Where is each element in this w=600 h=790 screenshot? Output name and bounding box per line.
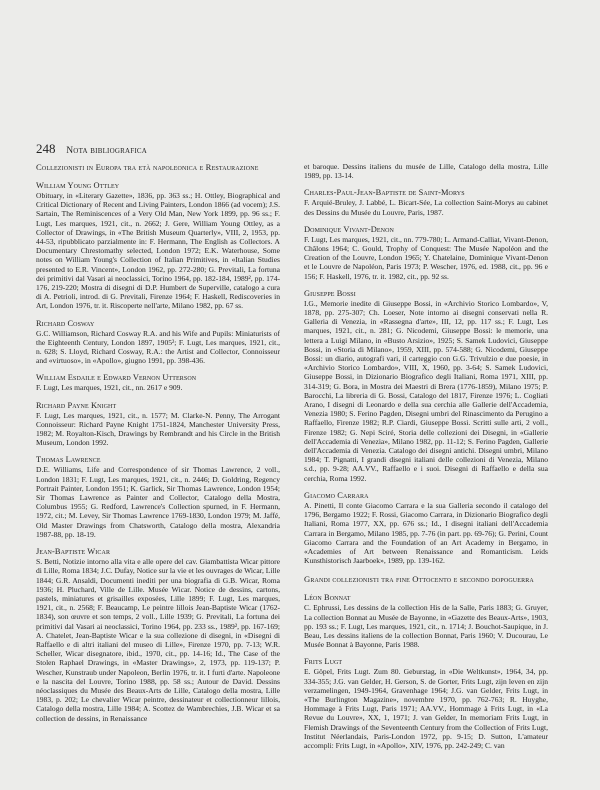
entry-text: Obituary, in «Literary Gazette», 1836, pp. 363 ss.; H. Ottley, Biographical and Critical Dictionary of Recent and Living Painters, London 1866 (ad vocem); J.S. Sartain, The Reminiscences of a Very Old Man, New York 1899, pp. 96 ss.; F. Lugt, Les marques, 1921, cit., n. 2662; J. Gere, William Young Ottley, as a Collector of Drawings, in «The British Museum Quarterly», VIII, 2, 1953, pp. 44-53, ripubblicato parzialmente in: F. Hermann, The English as Collectors. A Documentary Chrestomathy selected, London 1972; E.K. Waterhouse, Some notes on William Young's Collection of Italian Primitives, in «Italian Studies presented to E.R. Vincent», London 1962, pp. 272-280; G. Previtali, La fortuna dei primitivi dal Vasari ai neoclassici, Torino 1964, pp. 182-184, 1989², pp. 174-176, 219-220; Mostra di disegni di D.P. Humbert de Superville, catalogo a cura di A. Petrioli, introd. di G. Previtali, Firenze 1964; F. Haskell, Rediscoveries in Art, London 1976, tr. it. Riscoperte nell'arte, Milano 1982, pp. 67 ss. — [36, 191, 280, 311]
collector-name: William Young Ottley — [36, 181, 120, 190]
bibliography-entry — [36, 181, 280, 311]
bibliography-entry — [36, 401, 280, 448]
bibliography-entry — [36, 455, 280, 539]
entry-text: F. Lugt, Les marques, 1921, cit., nn. 779-780; L. Armand-Calliat, Vivant-Denon, Châlons 1964; C. Gould, Trophy of Conquest: The Musée Napoléon and the Creation of the Louvre, London 1965; Y. Chatelaine, Dominique Vivant-Denon et le Louvre de Napoléon, Paris 1973; P. Wescher, 1976, ed. 1988, cit., pp. 96 e 156; F. Haskell, 1976, tr. it. 1982, cit., pp. 92 ss. — [304, 234, 548, 281]
bibliography-entry — [304, 289, 548, 483]
bibliography-entry — [304, 657, 548, 750]
collector-name: Thomas Lawrence — [36, 455, 101, 465]
entry-text: E. Göpel, Frits Lugt. Zum 80. Geburstag, in «Die Weltkunst», 1964, 34, pp. 334-355; J.G. van Gelder, H. Gerson, S. de Gorter, Frits Lugt, zijn leven en zijn verzamelingen, 1949-1964, Gravenhage 1964; J.G. van Gelder, Frits Lugt, in «The Burlington Magazine», novembre 1970, pp. 762-763; R. Huyghe, Hommage à Frits Lugt, Paris 1971; AA.VV., Hommage à Frits Lugt, in «La Revue du Louvre», XX, 1, 1971; J. van Gelder, In memoriam Frits Lugt, in Flemish Drawings of the Seventeenth Century from the Collection of Frits Lugt, Institut Néerlandais, Paris-London 1972, pp. 9-15; D. Sutton, L'amateur accompli: Frits Lugt, in «Apollo», XIV, 1976, pp. 242-249; C. van — [304, 667, 548, 750]
entry-text: G.C. Williamson, Richard Cosway R.A. and his Wife and Pupils: Miniaturists of the Eighteenth Century, London 1897, 1905²; F. Lugt, Les marques, 1921, cit., n. 628; S. Lloyd, Richard Cosway, R.A.: the Artist and Collector, Connoisseur and «virtuoso», in «Apollo», giugno 1991, pp. 398-436. — [36, 328, 280, 366]
collector-name: Charles-Paul-Jean-Baptiste de Saint-Morys — [304, 188, 465, 198]
entry-text: F. Lugt, Les marques, 1921, cit., n. 1577; M. Clarke-N. Penny, The Arrogant Connoisseur: Richard Payne Knight 1751-1824, Manchester University Press, 1982; M. Royalton-Kisch, Drawings by Rembrandt and his Circle in the British Museum, London 1992. — [36, 410, 280, 448]
bibliography-entry — [36, 373, 280, 392]
section-heading: Collezionisti in Europa tra età napoleonica e Restaurazione — [36, 162, 259, 172]
collector-name: Giacomo Carrara — [304, 490, 369, 500]
page-header — [36, 142, 147, 158]
continuation-text: et baroque. Dessins italiens du musée de Lille, Catalogo della mostra, Lille 1989, pp. 13-14. — [304, 162, 548, 181]
collector-name: Dominique Vivant-Denon — [304, 224, 394, 234]
bibliography-entry — [36, 319, 280, 366]
entry-text: S. Betti, Notizie intorno alla vita e alle opere del cav. Giambattista Wicar pittore di Lille, Roma 1834; J.C. Dufay, Notice sur la vie et les ouvrages de Wicar, Lille 1844; G.R. Ansaldi, Documenti inediti per una biografia di G.B. Wicar, Roma 1936; H. Pluchard, Ville de Lille. Musée Wicar. Notice de dessins, cartons, pastels, miniatures et grisailles exposées, Lille 1899; F. Lugt, Les marques, 1921, cit., n. 2568; F. Beaucamp, Le peintre lillois Jean-Baptiste Wicar (1762-1834), son œuvre et son temps, 2 voll., Lille 1939; G. Previtali, La fortuna dei primitivi dal Vasari ai neoclassici, Torino 1964, pp. 233 ss., 1989², pp. 167-169; A. Chatelet, Jean-Baptiste Wicar e la sua collezione di disegni, in «Disegni di Raffaello e di altri italiani del museo di Lille», Firenze 1970, pp. 7-13; W.R. Scheller, Wicar disegnatore, ibid., 1970, cit., pp. 14-16; Id., The Case of the Stolen Raphael Drawings, in «Master Drawings», 2, 1973, pp. 119-137; P. Wescher, Kunstraub under Napoleon, Berlin 1976, tr. it. I furti d'arte. Napoleone e la nascita del Louvre, Torino 1988, pp. 58 ss.; Autour de David. Dessins néoclassiques du Musée des Beaux-Arts de Lille, Catalogo della mostra, Lille 1983, p. 202; Le chevalier Wicar peintre, dessinateur et collectionneur lillois, Catalogo della mostra, Lille 1984; A. Scottez de Wambrechies, J.B. Wicar et sa collection de dessins, in Renaissance — [36, 557, 280, 723]
bibliography-entry — [36, 547, 280, 723]
entry-text: F. Lugt, Les marques, 1921, cit., nn. 2617 e 909. — [36, 383, 183, 393]
left-column — [36, 162, 280, 787]
right-column — [304, 162, 548, 787]
entry-text: D.E. Williams, Life and Correspondence of sir Thomas Lawrence, 2 voll., London 1831; F. Lugt, Les marques, 1921, cit., n. 2446; D. Goldring, Regency Portrait Painter, London 1951; K. Garlick, Sir Thomas Lawrence, London 1954; Sir Thomas Lawrence as Painter and Collector, Catalogo della Mostra, Columbus 1955; G. Redford, Lawrence's Collection spurned, in F. Hermann, 1972, cit.; M. Levey, Sir Thomas Lawrence 1769-1830, London 1979; M. Jaffé, Old Master Drawings from Chatsworth, Catalogo della mostra, Alexandria 1987-88, pp. 18-19. — [36, 465, 280, 539]
section-heading: Grandi collezionisti tra fine Ottocento e secondo dopoguerra — [304, 574, 534, 585]
collector-name: Richard Payne Knight — [36, 400, 117, 410]
bibliography-entry — [304, 593, 548, 649]
entry-text: F. Arquié-Bruley, J. Labbé, L. Bicart-Sée, La collection Saint-Morys au cabinet des Dessins du Musée du Louvre, Paris, 1987. — [304, 198, 548, 217]
collector-name: Léon Bonnat — [304, 593, 351, 603]
bibliography-entry — [304, 491, 548, 565]
page-number: 248 — [36, 141, 56, 156]
bibliography-entry — [304, 188, 548, 216]
entry-text: I.G., Memorie inedite di Giuseppe Bossi, in «Archivio Storico Lombardo», V, 1878, pp. 275-307; Ch. Loeser, Note intorno ai disegni conservati nella R. Galleria di Venezia, in «Rassegna d'arte», III, 12, pp. 117 ss.; F. Lugt, Les marques, 1921, cit., n. 281; G. Nicodemi, Giuseppe Bossi: le memorie, una lettera a Luigi Milano, in «Busto Arsizio», 1925; S. Samek Ludovici, Giuseppe Bossi, in «Storia di Milano», 1959, XIII, pp. 574-588; G. Nicodemi, Giuseppe Bossi: un diario, autografi vari, il carteggio con G.G. Trivulzio e due poesie, in «Archivio Storico Lombardo», VIII, X, 1960, pp. 3-64; S. Samek Ludovici, Giuseppe Bossi, in Dizionario Biografico degli Italiani, Roma 1971, XIII, pp. 314-319; G. Bora, in Mostra dei Maestri di Brera (1776-1859), Milano 1975; P. Barocchi, La libreria di G. Bossi, Catalogo del 1817, Firenze 1976; L. Cogliati Arano, I disegni di Leonardo e della sua cerchia alle Gallerie dell'Accademia, Venezia 1980; S. Ferino Pagden, Disegni umbri del Rinascimento da Perugino a Raffaello, Firenze 1982; R.P. Ciardi, Giuseppe Bossi. Scritti sulle arti, 2 voll., Firenze 1982; G. Nepi Sciré, Storia delle collezioni dei Disegni, in «Gallerie dell'Accademia di Venezia», Milano 1982, pp. 11-12; S. Ferino Pagden, Gallerie dell'Accademia di Venezia. Catalogo dei disegni antichi. Disegni umbri, Milano 1984; T. Pignatti, I grandi disegni italiani delle collezioni di Venezia, Milano s.d., pp. 9-28; AA.VV., Raffaello e i suoi. Disegni di Raffaello e della sua cerchia, Roma 1992. — [304, 298, 548, 483]
collector-name: William Esdaile e Edward Vernon Utterson — [36, 373, 197, 383]
collector-name: Frits Lugt — [304, 657, 343, 667]
collector-name: Giuseppe Bossi — [304, 288, 356, 298]
entry-text: A. Pinetti, Il conte Giacomo Carrara e la sua Galleria secondo il catalogo del 1796, Bergamo 1922; F. Rossi, Giacomo Carrara, in Dizionario Biografico degli Italiani, Roma 1977, XX, pp. 676 ss.; Id., I disegni italiani dell'Accademia Carrara in Bergamo, Milano 1985, pp. 7-76 (in part. pp. 69-76); G. Perini, Count Giacomo Carrara and the Foundation of an Art Academy in Bergamo, in «Academies of Art between Renaissance and Romanticism. Leids Kunsthistorisch Jaarboek», 1989, pp. 139-162. — [304, 500, 548, 566]
bibliography-entry — [304, 225, 548, 281]
collector-name: Richard Cosway — [36, 318, 95, 328]
collector-name: Jean-Baptiste Wicar — [36, 547, 111, 557]
running-title: Nota bibliografica — [66, 146, 147, 156]
entry-text: C. Ephrussi, Les dessins de la collection His de la Salle, Paris 1883; G. Gruyer, La collection Bonnat au Musée de Bayonne, in «Gazette des Beaux-Arts», 1903, pp. 193 ss.; F. Lugt, Les marques, 1921, cit., n. 1714; J. Bouchot-Saupique, in J. Beau, Les dessins italiens de la collection Bonnat, Paris 1960; V. Ducourau, Le Musée Bonnat à Bayonne, Paris 1988. — [304, 603, 548, 650]
